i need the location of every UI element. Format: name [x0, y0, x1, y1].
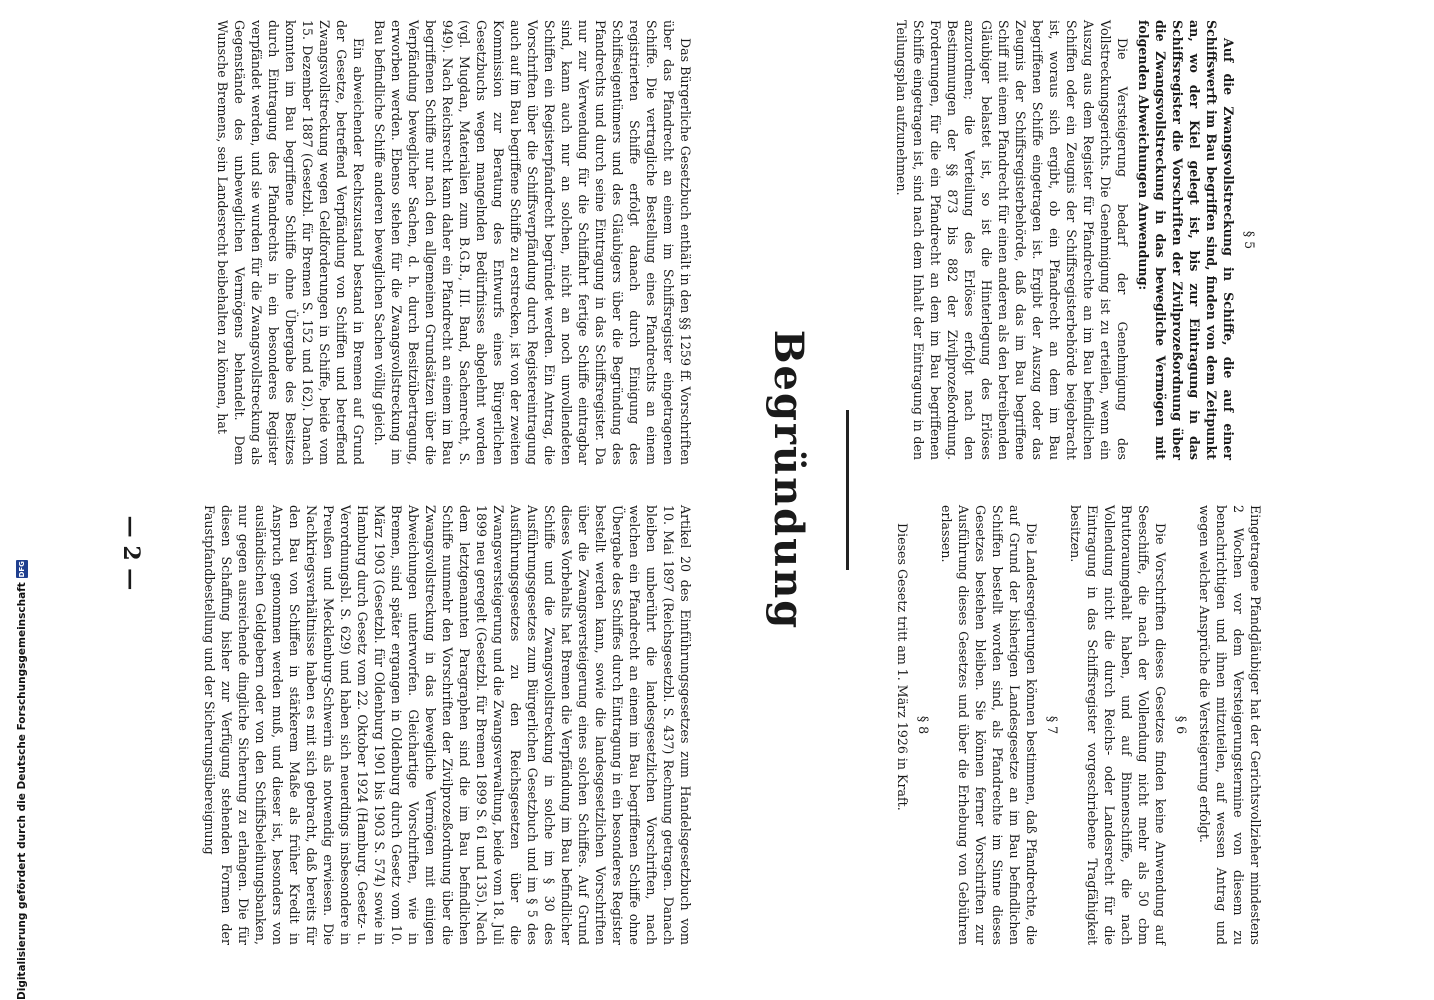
- column-bottom-left: [0, 20, 694, 465]
- page-number: — 2 —: [118, 515, 144, 591]
- section-heading: § 8: [916, 715, 931, 735]
- column-top-left: [894, 20, 1264, 460]
- digitization-credit: [0, 561, 28, 1000]
- paragraph: Die Versteigerung bedarf der Genehmigung des Vollstreckungsgerichts. Die Genehmigung ist zu erteilen, wenn ein Auszug aus dem Register für Pfandrechte an im Bau befindlichen Schiffen oder ein Zeugnis der Schiffsregisterbehörde beigebracht ist, woraus sich ergibt, ob ein Pfandrecht an dem im Bau begriffenen Schiffe eingetragen ist. Ergibt der Auszug oder das Zeugnis der Schiffsregisterbehörde, daß das im Bau begriffene Schiff mit einem Pfandrecht für einen anderen als den betreibenden Gläubiger belastet ist, so ist die Hinterlegung des Erlöses anzuordnen; die Verteilung des Erlöses erfolgt nach den Bestimmungen der §§ 873 bis 882 der Zivilprozeßordnung. Forderungen, für die ein Pfandrecht an dem im Bau begriffenen Schiffe eingetragen ist, sind nach dem Inhalt der Eintragung in den Teilungsplan aufzunehmen.: [894, 20, 1130, 460]
- paragraph: Die Landesregierungen können bestimmen, daß Pfandrechte, die auf Grund der bisherigen Landesgesetze an im Bau befindlichen Schiffen bestellt worden sind, als Pfandrechte im Sinne dieses Gesetzes bestehen bleiben. Sie können ferner Vorschriften zur Ausführung dieses Gesetzes und über die Erhebung von Gebühren erlassen.: [939, 505, 1039, 945]
- paragraph: Eingetragene Pfandgläubiger hat der Gerichtsvollzieher mindestens 2 Wochen vor dem Versteigerungstermine von diesem zu benachrichtigen und ihnen mitzuteilen, auf wessen Antrag und wegen welcher Ansprüche die Versteigerung erfolgt.: [1197, 505, 1263, 945]
- column-top-right: [895, 505, 1264, 945]
- divider-rule: [846, 410, 849, 570]
- paragraph: Das Bürgerliche Gesetzbuch enthält in den §§ 1259 ff. Vorschriften über das Pfandrecht an einem im Schiffsregister eingetragenen Schiffe. Die vertragliche Bestellung eines Pfandrechts an einem registrierten Schiffe erfolgt danach durch Einigung des Schiffseigentümers und des Gläubigers über die Begründung des Pfandrechts und durch seine Eintragung in das Schiffsregister. Da nur zur Verwendung für die Schiffahrt fertige Schiffe eintragbar sind, kann auch nur an solchen, nicht an noch unvollendeten Schiffen ein Registerpfandrecht begründet werden. Ein Antrag, die Vorschriften über die Schiffsverpfändung durch Registereintragung auch auf im Bau begriffene Schiffe zu erstrecken, ist von der zweiten Kommission zur Beratung des Entwurfs eines Bürgerlichen Gesetzbuchs wegen mangelnden Bedürfnisses abgelehnt worden (vgl. Mugdan, Materialien zum B.G.B., III. Band, Sachenrecht, S. 949). Nach Reichsrecht kann daher ein Pfandrecht an einem im Bau begriffenen Schiffe nur nach den allgemeinen Grundsätzen über die Verpfändung beweglicher Sachen, d. h. durch Besitzübertragung, erworben werden. Ebenso stehen für die Zwangsvollstreckung im Bau befindliche Schiffe anderen beweglichen Sachen völlig gleich.: [372, 20, 693, 465]
- paragraph: Die Vorschriften dieses Gesetzes finden keine Anwendung auf Seeschiffe, die nach der Vollendung nicht mehr als 50 cbm Bruttoraumgehalt haben, und auf Binnenschiffe, die nach Vollendung nicht die durch Reichs- oder Landesrecht für die Eintragung in das Schiffsregister vorgeschriebene Tragfähigkeit besitzen.: [1068, 505, 1168, 945]
- column-bottom-right: [0, 505, 694, 945]
- section-heading: § 6: [1174, 715, 1189, 735]
- section-title: Begründung: [765, 329, 812, 631]
- paragraph: Auf die Zwangsvollstreckung in Schiffe, die auf einer Schiffswerft im Bau begriffen sind, finden von dem Zeitpunkt an, wo der Kiel gelegt ist, bis zur Eintragung in das Schiffsregister die Vorschriften der Zivilprozeßordnung über die Zwangsvollstreckung in das bewegliche Vermögen mit folgenden Abweichungen Anwendung:: [1136, 20, 1236, 460]
- section-heading: § 5: [1242, 230, 1257, 250]
- paragraph: Dieses Gesetz tritt am 1. März 1926 in Kraft.: [895, 523, 910, 811]
- credit-text: Digitalisierung gefördert durch die Deutsche Forschungsgemeinschaft: [16, 582, 28, 1000]
- paragraph: Artikel 20 des Einführungsgesetzes zum Handelsgesetzbuch vom 10. Mai 1897 (Reichsgesetzbl. S. 437) Rechnung getragen. Danach bleiben unberührt die landesgesetzlichen Vorschriften, nach welchen ein Pfandrecht an einem im Bau begriffenen Schiffe ohne Übergabe des Schiffes durch Eintragung in ein besonderes Register bestellt werden kann, sowie die landesgesetzlichen Vorschriften über die Zwangsversteigerung eines solchen Schiffes. Auf Grund dieses Vorbehalts hat Bremen die Verpfändung im Bau befindlicher Schiffe und die Zwangsvollstreckung in solche im § 30 des Ausführungsgesetzes zum Bürgerlichen Gesetzbuch und im § 5 des Ausführungsgesetzes zu den Reichsgesetzen über die Zwangsversteigerung und die Zwangsverwaltung, beide vom 18. Juli 1899 neu geregelt (Gesetzbl. für Bremen 1899 S. 61 und 135). Nach dem letztgenannten Paragraphen sind die im Bau befindlichen Schiffe nunmehr den Vorschriften der Zivilprozeßordnung über die Zwangsvollstreckung in das bewegliche Vermögen mit einigen Abweichungen unterworfen. Gleichartige Vorschriften, wie in Bremen, sind später ergangen in Oldenburg durch Gesetz vom 10. März 1903 (Gesetzbl. für Oldenburg 1901 bis 1903 S. 574) sowie in Hamburg durch Gesetz vom 22. Oktober 1924 (Hamburg. Gesetz- u. Verordnungsbl. S. 629) und haben sich neuerdings insbesondere in Preußen und Mecklenburg-Schwerin als notwendig erwiesen. Die Nachkriegsverhältnisse haben es mit sich gebracht, daß bereits für den Bau von Schiffen in stärkerem Maße als früher Kredit in Anspruch genommen werden muß, und dieser ist, besonders von ausländischen Geldgebern oder von den Schiffsbeleihungsbanken, nur gegen ausreichende dingliche Sicherung zu erlangen. Die für diesen Schaffung bisher zur Verfügung stehenden Formen der Faustpfandbestellung und der Sicherungsübereignung: [202, 505, 693, 945]
- dfg-logo-icon: DFG: [18, 561, 26, 578]
- section-heading: § 7: [1045, 715, 1060, 735]
- paragraph: Ein abweichender Rechtszustand bestand in Bremen auf Grund der Gesetze, betreffend Verpfändung von Schiffen und betreffend Zwangsvollstreckung wegen Geldforderungen in Schiffe, beide vom 15. Dezember 1887 (Gesetzbl. für Bremen S. 152 und 162). Danach konnten im Bau begriffene Schiffe ohne Übergabe des Besitzes durch Eintragung des Pfandrechts in ein besonderes Register verpfändet werden, und sie wurden für die Zwangsvollstreckung als Gegenstände des unbeweglichen Vermögens behandelt. Dem Wunsche Bremens, sein Landesrecht beibehalten zu können, hat: [215, 20, 366, 465]
